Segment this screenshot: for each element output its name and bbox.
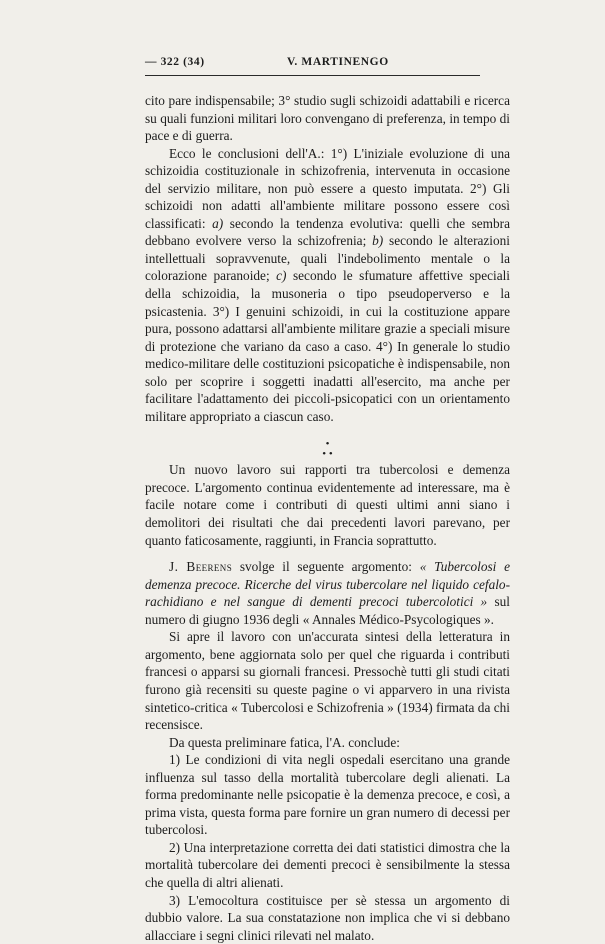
paragraph-preliminary: Da questa preliminare fatica, l'A. conclude: — [169, 734, 400, 750]
running-header — [145, 56, 480, 72]
author-name: J. Beerens — [169, 559, 233, 575]
list-item-3: 3) L'emocoltura costituisce per sè stessa un argomento di dubbio valore. La sua constatazione non implica che vi si debbano allacciare i segni clinici rilevati nel malato. — [145, 892, 510, 943]
list-item-2: 2) Una interpretazione corretta dei dati statistici dimostra che la mortalità tubercolare dei dementi precoci è sensibilmente la stessa che quella di altri alienati. — [145, 839, 510, 890]
paragraph-conclusions: Ecco le conclusioni dell'A.: 1°) L'iniziale evoluzione di una schizoidia costituzionale in schizofrenia, intervenuta in occasione del servizio militare, non può essere a questo imputata. 2°) Gli schizoidi non adatti all'ambiente militare possono essere così classificati: a) secondo la tendenza evolutiva: quelli che sembra debbano evolvere verso la schizofrenia; b) secondo le alterazioni intellettuali sopravvenute, quali l'indebolimento mentale o la colorazione paranoide; c) secondo le sfumature affettive speciali della schizoidia, la musoneria o tipo pseudoperverso e la psicastenia. 3°) I genuini schizoidi, in cui la costituzione appare pura, possono adattarsi all'ambiente militare grazie a speciali misure di protezione che variano da caso a caso. 4°) In generale lo studio medico-militare delle costituzioni psicopatiche è indispensabile, non solo per scoprire i soggetti inadatti all'esercito, ma anche per facilitare l'adattamento dei piccoli-psicopatici con un orientamento militare appropriato a ciascun caso. — [145, 145, 510, 424]
header-rule — [145, 75, 480, 76]
paragraph-new-work: Un nuovo lavoro sui rapporti tra tubercolosi e demenza precoce. L'argomento continua evidentemente ad interessare, ma è facile notare come i contributi di questi ultimi anni siano i demolitori dei risultati che dai precedenti lavori parevano, per quanto faticosamente, raggiunti, in Francia soprattutto. — [145, 462, 510, 548]
article-title: « Tubercolosi e demenza precoce. Ricerche del virus tubercolare nel liquido cefalo-rachidiano e nel sangue di dementi precoci tubercolotici » — [145, 559, 510, 610]
list-item-1: 1) Le condizioni di vita negli ospedali esercitano una grande influenza sul tasso della mortalità tubercolare degli alienati. La forma predominante nelle psicopatie è la demenza precoce, e così, a prima vista, questa forma pare fornire un gran numero di decessi per tubercolosi. — [145, 752, 510, 838]
running-head-author: V. MARTINENGO — [287, 56, 389, 68]
paragraph-literature: Si apre il lavoro con un'accurata sintesi della letteratura in argomento, bene aggiornata solo per quel che riguarda i contributi francesi o apparsi su giornali francesi. Pressochè tutti gli studi citati furono già recensiti su queste pagine o vi apparvero in una rivista sintetico-critica « Tubercolosi e Schizofrenia » (1934) firmata da chi recensisce. — [145, 629, 510, 733]
section-separator-asterism: • • • — [322, 438, 333, 461]
page-number: — 322 (34) — [145, 56, 205, 68]
paragraph-beerens: J. Beerens svolge il seguente argomento: « Tubercolosi e demenza precoce. Ricerche del virus tubercolare nel liquido cefalo-rachidiano e nel sangue di dementi precoci tubercolotici » sul numero di giugno 1936 degli « Annales Médico-Psycologiques ». — [145, 559, 511, 627]
paragraph-continuation: cito pare indispensabile; 3° studio sugli schizoidi adattabili e ricerca su quali funzioni militari loro convengano di preferenza, in tempo di pace e di guerra. — [145, 93, 510, 144]
body-text — [145, 92, 510, 944]
